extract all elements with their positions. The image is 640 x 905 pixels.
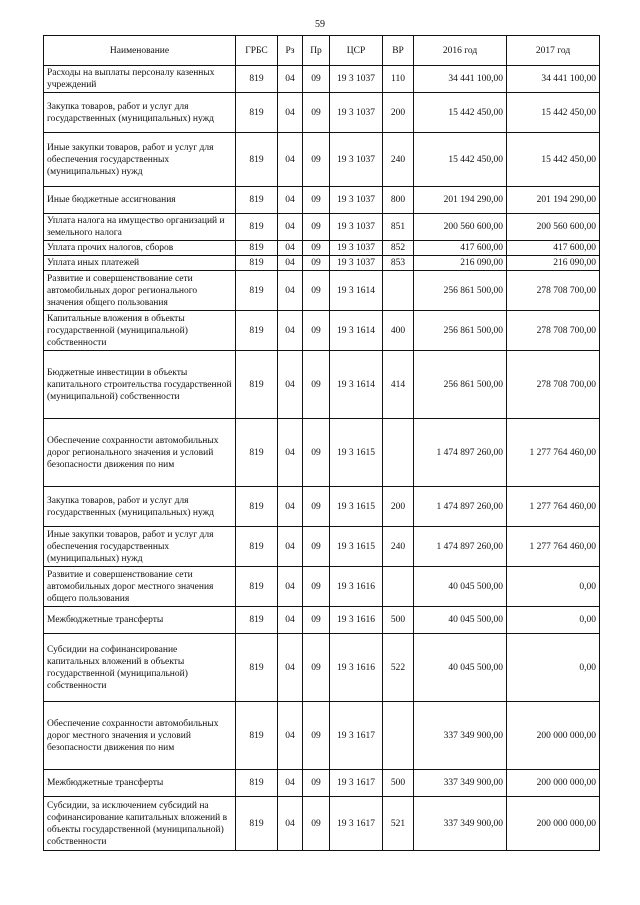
cell-grbs: 819 [236,66,278,93]
cell-csr: 19 3 1617 [330,797,383,851]
cell-2017: 200 000 000,00 [507,702,600,770]
table-row [44,770,600,797]
cell-rz: 04 [278,527,303,567]
table-row [44,607,600,634]
cell-2017: 34 441 100,00 [507,66,600,93]
cell-rz: 04 [278,419,303,487]
table-row [44,93,600,133]
cell-2016: 337 349 900,00 [414,770,507,797]
table-row [44,797,600,851]
cell-csr: 19 3 1616 [330,607,383,634]
cell-2017: 0,00 [507,567,600,607]
cell-2016: 40 045 500,00 [414,567,507,607]
cell-name: Закупка товаров, работ и услуг для государственных (муниципальных) нужд [44,93,236,133]
cell-vr: 414 [383,351,414,419]
cell-csr: 19 3 1615 [330,487,383,527]
cell-rz: 04 [278,634,303,702]
cell-rz: 04 [278,187,303,214]
cell-grbs: 819 [236,567,278,607]
cell-rz: 04 [278,241,303,256]
table-row [44,487,600,527]
cell-2016: 34 441 100,00 [414,66,507,93]
cell-2017: 201 194 290,00 [507,187,600,214]
cell-rz: 04 [278,770,303,797]
cell-csr: 19 3 1615 [330,419,383,487]
cell-2016: 417 600,00 [414,241,507,256]
cell-name: Обеспечение сохранности автомобильных дорог регионального значения и условий безопасности движения по ним [44,419,236,487]
cell-vr: 110 [383,66,414,93]
cell-vr: 240 [383,527,414,567]
cell-csr: 19 3 1614 [330,271,383,311]
cell-pr: 09 [303,527,330,567]
header-2017: 2017 год [507,36,600,66]
cell-2016: 256 861 500,00 [414,351,507,419]
cell-vr: 851 [383,214,414,241]
table-row [44,133,600,187]
cell-pr: 09 [303,241,330,256]
cell-grbs: 819 [236,241,278,256]
table-header-row [44,36,600,66]
table-row [44,256,600,271]
cell-pr: 09 [303,419,330,487]
header-pr: Пр [303,36,330,66]
cell-2016: 1 474 897 260,00 [414,487,507,527]
cell-csr: 19 3 1616 [330,634,383,702]
cell-2017: 1 277 764 460,00 [507,527,600,567]
cell-csr: 19 3 1617 [330,702,383,770]
cell-2016: 40 045 500,00 [414,607,507,634]
cell-name: Капитальные вложения в объекты государственной (муниципальной) собственности [44,311,236,351]
cell-vr: 522 [383,634,414,702]
cell-2016: 256 861 500,00 [414,271,507,311]
cell-pr: 09 [303,133,330,187]
cell-pr: 09 [303,770,330,797]
cell-grbs: 819 [236,419,278,487]
cell-pr: 09 [303,487,330,527]
cell-grbs: 819 [236,634,278,702]
cell-csr: 19 3 1037 [330,133,383,187]
cell-name: Развитие и совершенствование сети автомобильных дорог местного значения общего пользования [44,567,236,607]
cell-2017: 1 277 764 460,00 [507,419,600,487]
cell-2016: 256 861 500,00 [414,311,507,351]
cell-vr [383,419,414,487]
cell-pr: 09 [303,214,330,241]
cell-grbs: 819 [236,256,278,271]
cell-name: Межбюджетные трансферты [44,770,236,797]
cell-vr: 200 [383,487,414,527]
cell-csr: 19 3 1615 [330,527,383,567]
cell-2016: 1 474 897 260,00 [414,419,507,487]
cell-name: Иные бюджетные ассигнования [44,187,236,214]
cell-csr: 19 3 1037 [330,93,383,133]
cell-grbs: 819 [236,187,278,214]
cell-csr: 19 3 1037 [330,187,383,214]
header-rz: Рз [278,36,303,66]
cell-vr: 240 [383,133,414,187]
cell-pr: 09 [303,311,330,351]
cell-vr: 852 [383,241,414,256]
cell-grbs: 819 [236,351,278,419]
cell-2016: 216 090,00 [414,256,507,271]
cell-2017: 1 277 764 460,00 [507,487,600,527]
cell-grbs: 819 [236,133,278,187]
cell-name: Субсидии, за исключением субсидий на софинансирование капитальных вложений в объекты государственной (муниципальной) собственности [44,797,236,851]
cell-csr: 19 3 1617 [330,770,383,797]
budget-table [43,35,600,851]
cell-grbs: 819 [236,487,278,527]
table-row [44,419,600,487]
cell-name: Обеспечение сохранности автомобильных дорог местного значения и условий безопасности движения по ним [44,702,236,770]
cell-rz: 04 [278,66,303,93]
table-row [44,311,600,351]
header-name: Наименование [44,36,236,66]
table-row [44,351,600,419]
cell-2017: 200 000 000,00 [507,797,600,851]
cell-grbs: 819 [236,93,278,133]
cell-rz: 04 [278,351,303,419]
cell-2016: 1 474 897 260,00 [414,527,507,567]
cell-grbs: 819 [236,271,278,311]
cell-2017: 200 560 600,00 [507,214,600,241]
cell-vr: 400 [383,311,414,351]
cell-2016: 201 194 290,00 [414,187,507,214]
cell-pr: 09 [303,93,330,133]
cell-2017: 200 000 000,00 [507,770,600,797]
cell-grbs: 819 [236,311,278,351]
cell-vr: 521 [383,797,414,851]
cell-vr: 853 [383,256,414,271]
cell-grbs: 819 [236,527,278,567]
cell-rz: 04 [278,93,303,133]
cell-rz: 04 [278,487,303,527]
cell-name: Иные закупки товаров, работ и услуг для обеспечения государственных (муниципальных) нужд [44,133,236,187]
cell-rz: 04 [278,607,303,634]
table-row [44,241,600,256]
header-grbs: ГРБС [236,36,278,66]
cell-name: Развитие и совершенствование сети автомобильных дорог регионального значения общего пользования [44,271,236,311]
cell-pr: 09 [303,607,330,634]
cell-pr: 09 [303,66,330,93]
table-row [44,527,600,567]
cell-2016: 15 442 450,00 [414,133,507,187]
cell-name: Бюджетные инвестиции в объекты капитального строительства государственной (муниципальной) собственности [44,351,236,419]
cell-grbs: 819 [236,607,278,634]
cell-vr: 500 [383,607,414,634]
cell-name: Уплата налога на имущество организаций и земельного налога [44,214,236,241]
cell-csr: 19 3 1037 [330,241,383,256]
cell-csr: 19 3 1614 [330,351,383,419]
cell-grbs: 819 [236,770,278,797]
cell-rz: 04 [278,311,303,351]
cell-pr: 09 [303,187,330,214]
cell-pr: 09 [303,351,330,419]
cell-2017: 15 442 450,00 [507,133,600,187]
cell-vr: 200 [383,93,414,133]
cell-2016: 40 045 500,00 [414,634,507,702]
cell-name: Уплата иных платежей [44,256,236,271]
cell-csr: 19 3 1616 [330,567,383,607]
cell-csr: 19 3 1614 [330,311,383,351]
cell-2017: 417 600,00 [507,241,600,256]
table-row [44,634,600,702]
cell-rz: 04 [278,256,303,271]
cell-name: Расходы на выплаты персоналу казенных учреждений [44,66,236,93]
table-row [44,702,600,770]
cell-name: Субсидии на софинансирование капитальных вложений в объекты государственной (муниципальной) собственности [44,634,236,702]
cell-vr: 500 [383,770,414,797]
cell-2016: 15 442 450,00 [414,93,507,133]
cell-name: Уплата прочих налогов, сборов [44,241,236,256]
cell-csr: 19 3 1037 [330,214,383,241]
cell-2016: 337 349 900,00 [414,797,507,851]
cell-vr [383,271,414,311]
header-vr: ВР [383,36,414,66]
cell-name: Межбюджетные трансферты [44,607,236,634]
cell-2017: 278 708 700,00 [507,271,600,311]
table-row [44,567,600,607]
cell-csr: 19 3 1037 [330,66,383,93]
cell-grbs: 819 [236,214,278,241]
table-row [44,66,600,93]
cell-pr: 09 [303,797,330,851]
cell-2017: 216 090,00 [507,256,600,271]
cell-2017: 15 442 450,00 [507,93,600,133]
cell-name: Закупка товаров, работ и услуг для государственных (муниципальных) нужд [44,487,236,527]
cell-rz: 04 [278,702,303,770]
cell-2017: 0,00 [507,607,600,634]
cell-grbs: 819 [236,702,278,770]
cell-rz: 04 [278,567,303,607]
cell-rz: 04 [278,271,303,311]
page-number: 59 [315,19,325,30]
cell-name: Иные закупки товаров, работ и услуг для обеспечения государственных (муниципальных) нужд [44,527,236,567]
cell-csr: 19 3 1037 [330,256,383,271]
cell-2017: 278 708 700,00 [507,351,600,419]
header-csr: ЦСР [330,36,383,66]
cell-rz: 04 [278,797,303,851]
cell-pr: 09 [303,271,330,311]
cell-2016: 337 349 900,00 [414,702,507,770]
cell-vr [383,702,414,770]
cell-2017: 0,00 [507,634,600,702]
cell-2016: 200 560 600,00 [414,214,507,241]
cell-rz: 04 [278,214,303,241]
cell-vr [383,567,414,607]
table-row [44,271,600,311]
cell-pr: 09 [303,256,330,271]
cell-vr: 800 [383,187,414,214]
table-row [44,214,600,241]
cell-grbs: 819 [236,797,278,851]
cell-pr: 09 [303,634,330,702]
cell-pr: 09 [303,567,330,607]
cell-2017: 278 708 700,00 [507,311,600,351]
cell-rz: 04 [278,133,303,187]
header-2016: 2016 год [414,36,507,66]
cell-pr: 09 [303,702,330,770]
table-row [44,187,600,214]
